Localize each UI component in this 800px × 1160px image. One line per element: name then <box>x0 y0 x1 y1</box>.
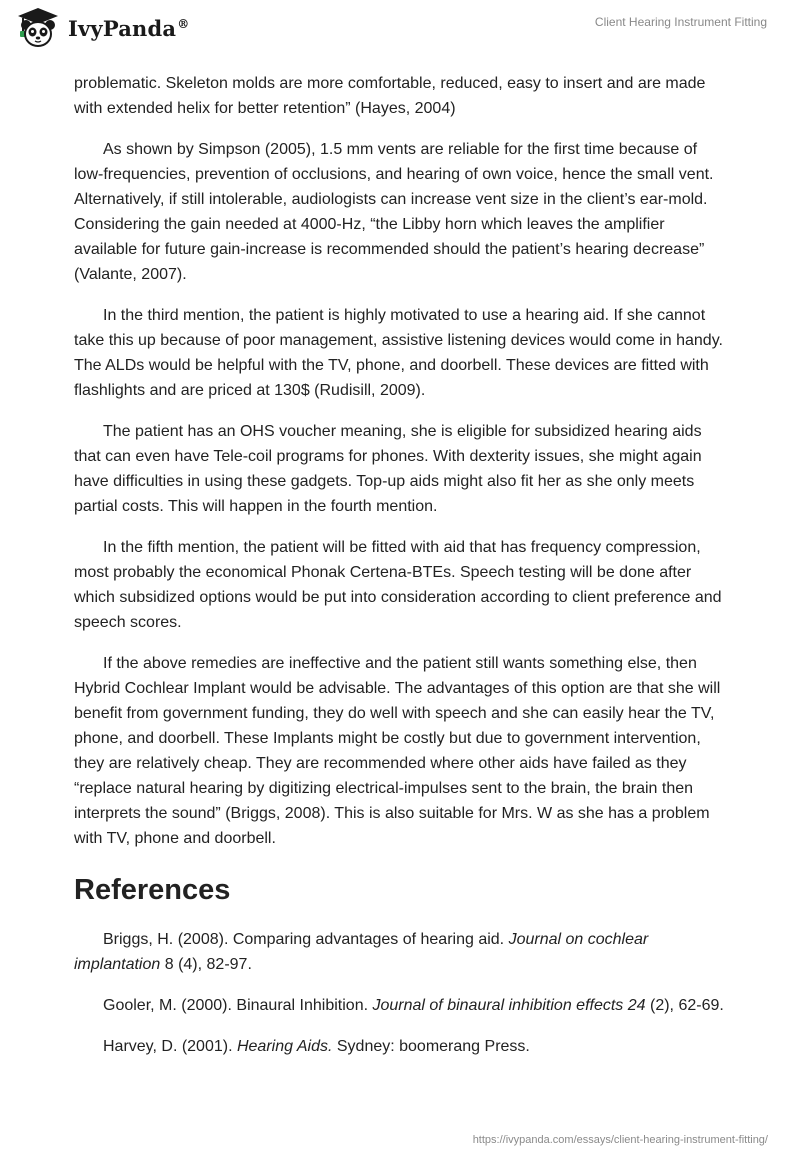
reference-item: Gooler, M. (2000). Binaural Inhibition. Journal of binaural inhibition effects 24 (2), 62-69. <box>103 997 724 1014</box>
reference-item: Briggs, H. (2008). Comparing advantages of hearing aid. Journal on cochlear implantation 8 (4), 82-97. <box>74 931 649 973</box>
paragraph: The patient has an OHS voucher meaning, she is eligible for subsidized hearing aids that can even have Tele-coil programs for phones. With dexterity issues, she might again have difficulties in using these gadgets. Top-up aids might also fit her as she only meets partial costs. This will happen in the fourth mention. <box>74 423 702 515</box>
paragraph: As shown by Simpson (2005), 1.5 mm vents are reliable for the first time because of low-frequencies, prevention of occlusions, and hearing of own voice, hence the small vent. Alternatively, if still intolerable, audiologists can increase vent size in the client’s ear-mold. Considering the gain needed at 4000-Hz, “the Libby horn which leaves the amplifier available for future gain-increase is recommended should the patient’s hearing decrease” (Valante, 2007). <box>74 141 714 283</box>
page-header <box>0 0 800 60</box>
paragraph: In the fifth mention, the patient will be fitted with aid that has frequency compression, most probably the economical Phonak Certena-BTEs. Speech testing will be done after which subsidized options would be put into consideration according to client preference and speech scores. <box>74 539 722 631</box>
logo-wordmark: IvyPanda® <box>68 15 190 41</box>
panda-graduate-icon <box>14 6 62 50</box>
article-body <box>74 71 726 1075</box>
site-logo[interactable] <box>14 6 189 50</box>
paragraph: If the above remedies are ineffective and the patient still wants something else, then Hybrid Cochlear Implant would be advisable. The advantages of this option are that she will benefit from government funding, they do well with speech and she can easily hear the TV, phone, and doorbell. These Implants might be costly but due to government intervention, they are relatively cheap. They are recommended where other aids have failed as they “replace natural hearing by digitizing electrical-impulses sent to the brain, the brain then interprets the sound” (Briggs, 2008). This is also suitable for Mrs. W as she has a problem with TV, phone and doorbell. <box>74 655 721 847</box>
source-url[interactable]: https://ivypanda.com/essays/client-hearing-instrument-fitting/ <box>472 1134 768 1146</box>
paragraph: problematic. Skeleton molds are more comfortable, reduced, easy to insert and are made with extended helix for better retention” (Hayes, 2004) <box>74 75 706 117</box>
document-title: Client Hearing Instrument Fitting <box>594 15 767 29</box>
references-heading: References <box>74 874 231 906</box>
reference-item: Harvey, D. (2001). Hearing Aids. Sydney: boomerang Press. <box>103 1038 530 1055</box>
paragraph: In the third mention, the patient is highly motivated to use a hearing aid. If she cannot take this up because of poor management, assistive listening devices would come in handy. The ALDs would be helpful with the TV, phone, and doorbell. These devices are fitted with flashlights and are priced at 130$ (Rudisill, 2009). <box>74 307 723 399</box>
